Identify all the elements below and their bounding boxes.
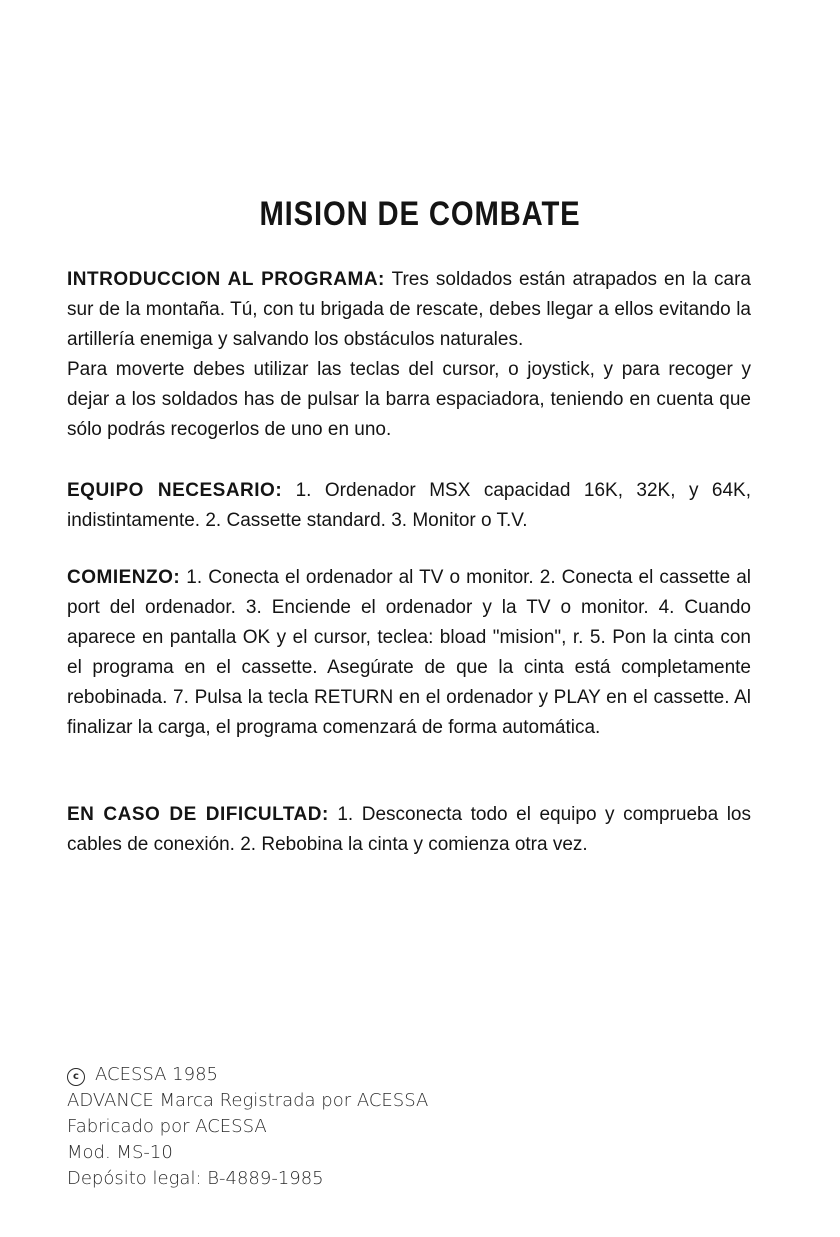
section-heading-comienzo: COMIENZO: xyxy=(67,567,181,588)
model-line: Mod. MS-10 xyxy=(67,1142,173,1163)
colophon xyxy=(67,1062,587,1192)
copyright-line xyxy=(67,1062,587,1088)
section-text-equipo: 1. Ordenador MSX capacidad 16K, 32K, y 64K, indistintamente. 2. Cassette standard. 3. Monitor o T.V. xyxy=(67,480,751,531)
legal-deposit-line: Depósito legal: B-4889-1985 xyxy=(67,1168,324,1189)
section-heading-introduccion: INTRODUCCION AL PROGRAMA: xyxy=(67,269,385,290)
page-title: MISION DE COMBATE xyxy=(259,194,581,233)
section-equipo xyxy=(67,476,751,536)
copyright-text: ACESSA 1985 xyxy=(95,1064,218,1085)
section-heading-equipo: EQUIPO NECESARIO: xyxy=(67,480,283,501)
section-text-introduccion-controls: Para moverte debes utilizar las teclas del cursor, o joystick, y para recoger y dejar a los soldados has de pulsar la barra espaciadora, teniendo en cuenta que sólo podrás recogerlos de uno en uno. xyxy=(67,359,751,440)
section-text-comienzo: 1. Conecta el ordenador al TV o monitor. 2. Conecta el cassette al port del ordenador. 3. Enciende el ordenador y la TV o monitor. 4. Cuando aparece en pantalla OK y el cursor, teclea: bload "mision", r. 5. Pon la cinta con el programa en el cassette. Asegúrate de que la cinta está completamente rebobinada. 7. Pulsa la tecla RETURN en el ordenador y PLAY en el cassette. Al finalizar la carga, el programa comenzará de forma automática. xyxy=(67,567,751,738)
section-comienzo xyxy=(67,563,751,743)
copyright-icon: c xyxy=(67,1068,85,1086)
manufacturer-line: Fabricado por ACESSA xyxy=(67,1116,267,1137)
trademark-line: ADVANCE Marca Registrada por ACESSA xyxy=(67,1090,429,1111)
section-heading-dificultad: EN CASO DE DIFICULTAD: xyxy=(67,804,329,825)
section-text-introduccion: Tres soldados están atrapados en la cara sur de la montaña. Tú, con tu brigada de rescate, debes llegar a ellos evitando la artillería enemiga y salvando los obstáculos naturales. xyxy=(67,269,751,350)
section-text-dificultad: 1. Desconecta todo el equipo y comprueba los cables de conexión. 2. Rebobina la cinta y comienza otra vez. xyxy=(67,804,751,855)
section-introduccion xyxy=(67,265,751,445)
section-dificultad xyxy=(67,800,751,860)
